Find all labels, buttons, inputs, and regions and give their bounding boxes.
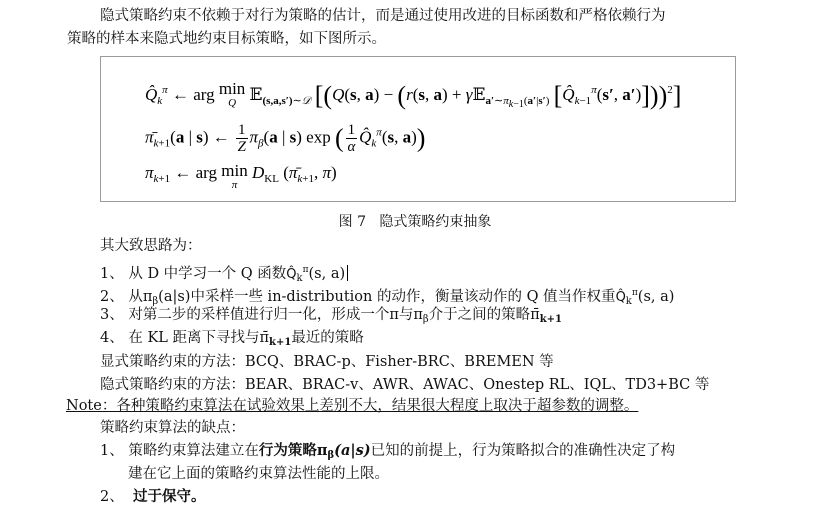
note-line: Note：各种策略约束算法在试验效果上差别不大，结果很大程度上取决于超参数的调整。 [66,398,639,414]
implicit-methods-line: 隐式策略约束的方法：BEAR、BRAC-v、AWR、AWAC、Onestep RL、IQL、TD3+BC 等 [100,377,710,393]
outline-step-4: 4、 在 KL 距离下寻找与$\pī_{k+1}$最近的策略 [100,330,364,348]
outline-step-2-text: 中采样一些 in-distribution 的动作，衡量该动作的 Q 值当作权重 [190,289,616,305]
outline-step-1: 1、 从 D 中学习一个 Q 函数$Q̂_k^\pi(s$, a) [100,260,348,289]
drawback-item-1-line-2: 建在它上面的策略约束算法性能的上限。 [128,466,389,482]
outline-step-3: 3、 对第二步的采样值进行归一化，形成一个π与$\pi_\beta$介于之间的策略$\pī_{k+1}$ [100,307,562,325]
outline-step-4-text: 最近的策略 [291,330,364,346]
outline-step-3-prefix: 3、 对第二步的采样值进行归一化，形成一个π与 [100,307,414,323]
drawback-item-1-text: 已知的前提上，行为策略拟合的准确性决定了构 [370,443,676,459]
explicit-methods-line: 显式策略约束的方法：BCQ、BRAC-p、Fisher-BRC、BREMEN 等 [100,354,554,370]
outline-step-3-text: 介于之间的策略 [428,307,531,323]
outline-step-2: 2、 从$\pi_\beta(a|s)$中采样一些 in-distribution 的动作，衡量该动作的 Q 值当作权重$Q̂_k^\pi(s$, a) [100,288,675,307]
text-cursor [347,265,348,281]
drawback-item-2 [100,487,205,507]
intro-paragraph-line-1: 隐式策略约束不依赖于对行为策略的估计，而是通过使用改进的目标函数和严格依赖行为 [100,8,666,24]
figure-caption-text: 隐式策略约束抽象 [379,214,492,230]
formula-figure [100,56,736,202]
intro-paragraph-line-2: 策略的样本来隐式地约束目标策略，如下图所示。 [67,31,386,47]
figure-caption [0,211,830,231]
formula-kl-projection: $\pi_{k+1}$ ← arg min π $D_{KL}$ ($\pī_{k+1}$, π) [145,161,337,191]
formula-q-update: $Q̂_k^\pi$ ← arg min Q 𝔼$_{(s,a,s')\sim 𝒟}$ [(Q(s, a) − (r(s, a) + γ𝔼$_{a'\sim\pi k-1(a'|s')}$ [$Q̂_{k-1}^\pi(s'$, a′)]))$^2$] [145,79,682,110]
outline-step-2-prefix: 2、 从 [100,289,143,305]
drawback-item-1-prefix: 1、 策略约束算法建立在 [100,443,259,459]
formula-policy-improvement: $\pī_{k+1}(a$ | s) ← $\frac{1}{Z}$ $\pi_\beta(a$ | s) exp ( $\frac{1}{\alpha}$ $Q̂_k^\pi(s$, a)) [145,122,426,155]
outline-heading: 其大致思路为： [100,238,202,254]
drawback-item-2-bold: 过于保守。 [132,488,206,505]
figure-caption-label: 图 7 [338,214,366,230]
drawback-item-2-number: 2、 [100,489,124,505]
drawbacks-heading: 策略约束算法的缺点： [100,420,245,436]
drawback-item-1: 1、 策略约束算法建立在行为策略$\pi_\beta(a|s)$已知的前提上，行为策略拟合的准确性决定了构 [100,442,676,461]
outline-step-4-prefix: 4、 在 KL 距离下寻找与 [100,330,260,346]
drawback-item-1-bold: 行为策略 [258,442,317,459]
outline-step-1-text: 1、 从 D 中学习一个 Q 函数 [100,266,287,282]
